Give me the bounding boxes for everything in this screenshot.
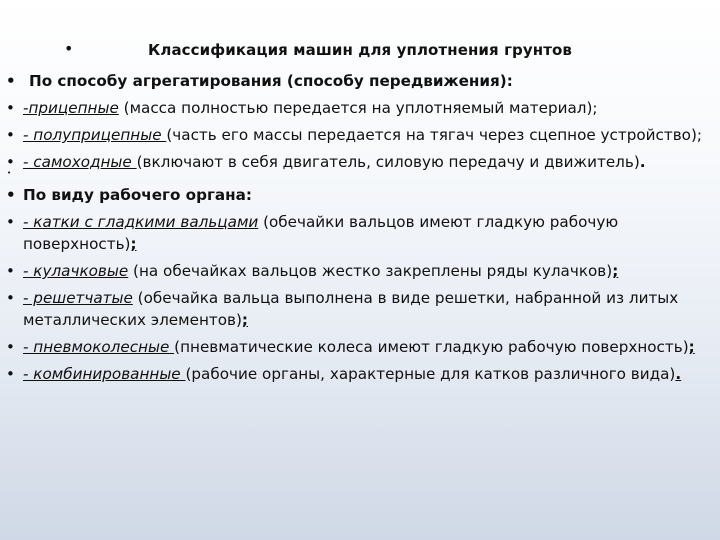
list-item-end-mark: ; — [612, 262, 619, 280]
list-item-term: - катки с гладкими вальцами — [23, 213, 259, 231]
list-item-end-mark: . — [639, 153, 646, 171]
title-row — [0, 38, 720, 62]
list-item-term: - полуприцепные — [23, 126, 167, 144]
list-item-term: - комбинированные — [23, 365, 186, 383]
list-item-end-mark: . — [675, 365, 682, 383]
bullet-icon: • — [6, 262, 15, 280]
list-item-term: -прицепные — [23, 99, 119, 117]
bullet-icon: • — [6, 365, 15, 383]
list-item-description: (на обечайках вальцов жестко закреплены ряды кулачков) — [128, 262, 613, 280]
list-item-term: - самоходные — [23, 153, 137, 171]
list-item-term: - пневмоколесные — [23, 338, 175, 356]
bullet-icon: • — [6, 72, 16, 90]
list-item-description: (включают в себя двигатель, силовую передачу и движитель) — [136, 153, 640, 171]
list-item-self-propelled — [6, 151, 710, 173]
bullet-icon: • — [6, 99, 15, 117]
list-item-description: (часть его массы передается на тягач через сцепное устройство); — [166, 126, 703, 144]
list-item-description: (рабочие органы, характерные для катков различного вида) — [185, 365, 676, 383]
bullet-icon: • — [6, 126, 15, 144]
list-item-term: - кулачковые — [23, 262, 129, 280]
list-item-description: (пневматические колеса имеют гладкую рабочую поверхность) — [174, 338, 689, 356]
bullet-icon: • — [6, 186, 16, 204]
list-item-trailed — [6, 97, 710, 119]
list-heading-aggregation — [6, 70, 710, 92]
list-item-end-mark: ; — [130, 235, 137, 253]
list-item-padfoot — [6, 260, 710, 282]
list-item-description: (обечайка вальца выполнена в виде решетки, набранной из литых металлических элементов) — [23, 289, 679, 329]
bullet-list — [6, 70, 710, 390]
slide-title: Классификация машин для уплотнения грунтов — [148, 41, 573, 59]
list-heading-working-organ — [6, 184, 710, 206]
list-item-term: - решетчатые — [23, 289, 133, 307]
bullet-icon: • — [6, 213, 15, 231]
list-item-semi-trailed — [6, 124, 710, 146]
list-heading-text: По виду рабочего органа: — [23, 186, 252, 204]
list-item-description: (обечайки вальцов имеют гладкую рабочую поверхность) — [23, 213, 619, 253]
bullet-icon: • — [6, 153, 15, 171]
list-item-end-mark: ; — [241, 311, 248, 329]
list-item-end-mark: ; — [688, 338, 695, 356]
list-item-combined — [6, 363, 710, 385]
list-item-smooth-rollers — [6, 211, 710, 255]
bullet-icon: • — [6, 338, 15, 356]
empty-bullet-line — [6, 169, 710, 182]
list-item-pneumatic — [6, 336, 710, 358]
small-bullet-icon: • — [7, 169, 12, 177]
bullet-icon: • — [6, 289, 15, 307]
list-item-grid — [6, 287, 710, 331]
list-item-description: (масса полностью передается на уплотняемый материал); — [118, 99, 598, 117]
list-heading-text: По способу агрегатирования (способу передвижения): — [29, 72, 513, 90]
title-bullet: • — [64, 39, 74, 58]
